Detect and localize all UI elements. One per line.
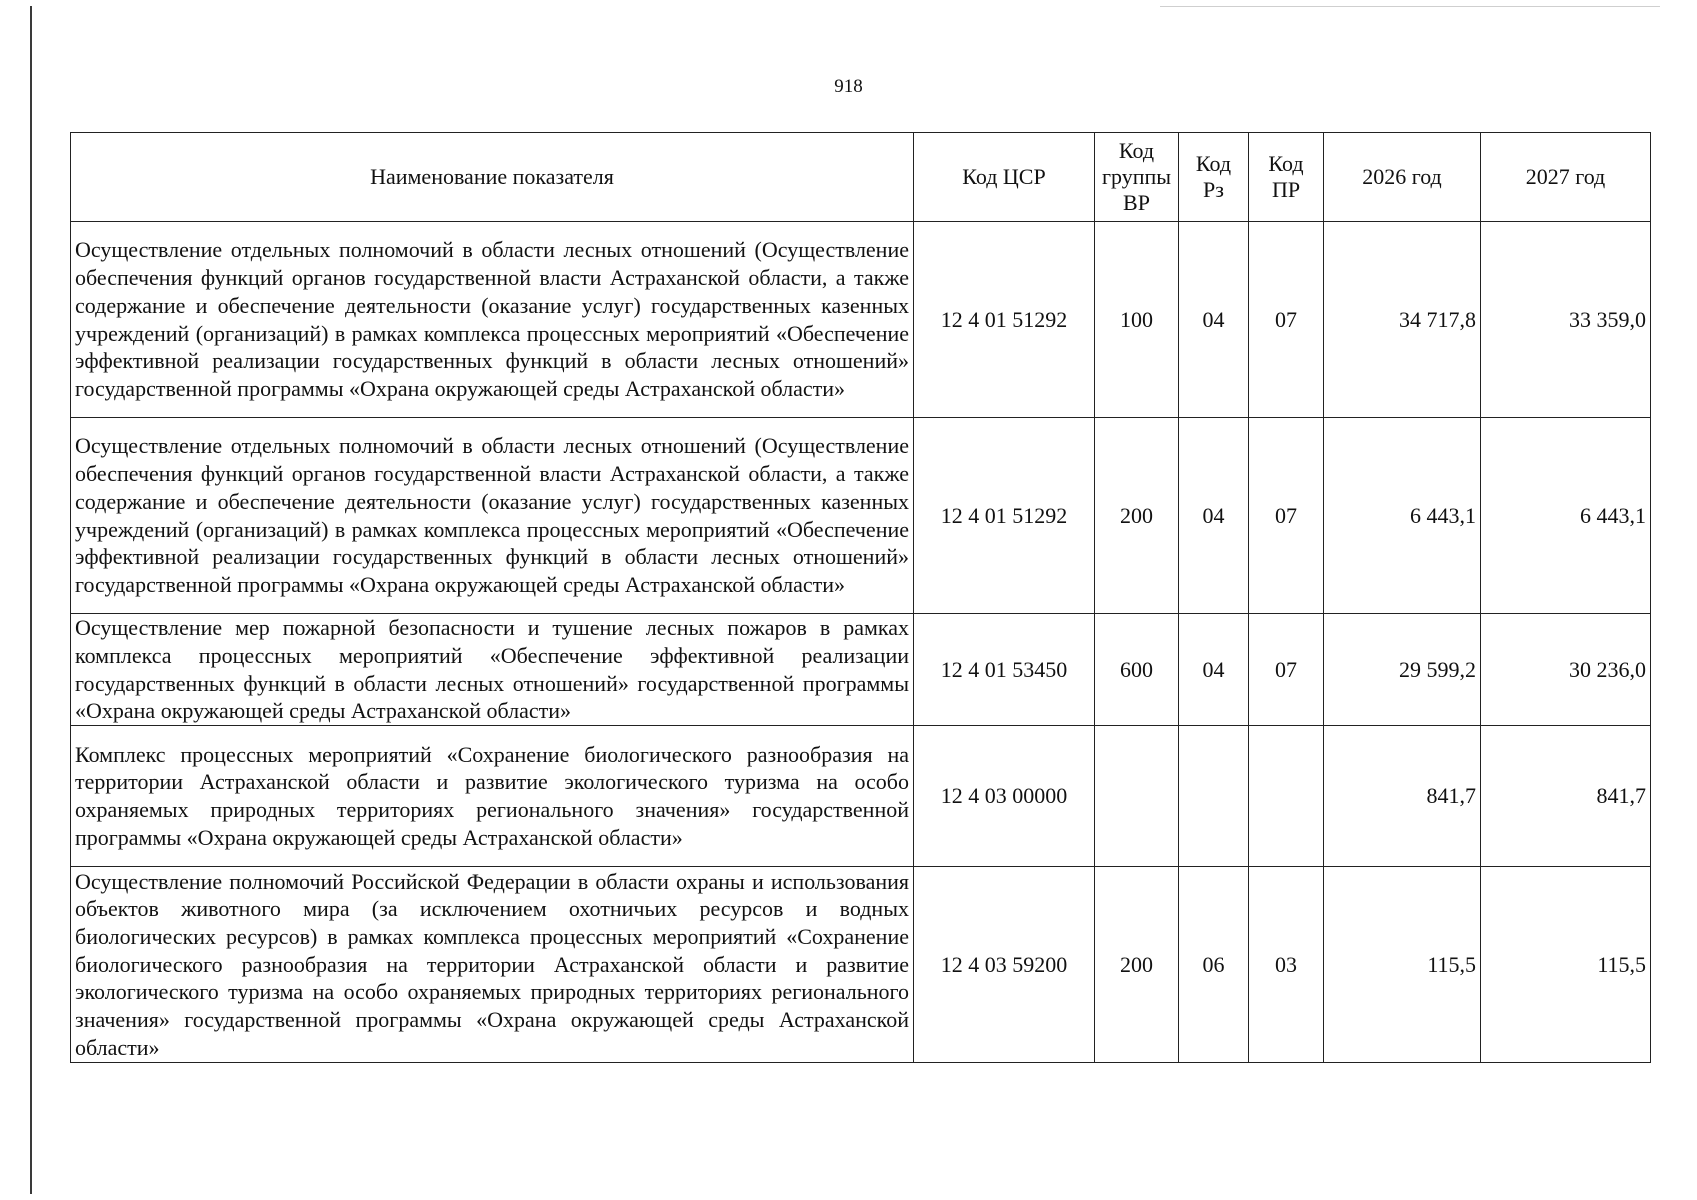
cell-vr — [1095, 726, 1179, 867]
cell-pr: 03 — [1249, 867, 1324, 1063]
cell-csr: 12 4 01 53450 — [914, 614, 1095, 726]
header-rz: Код Рз — [1179, 133, 1249, 222]
scan-left-edge-line — [30, 6, 32, 1194]
cell-csr: 12 4 03 59200 — [914, 867, 1095, 1063]
budget-table — [70, 132, 1651, 1063]
cell-csr: 12 4 01 51292 — [914, 222, 1095, 418]
table-row — [71, 726, 1651, 867]
cell-rz: 06 — [1179, 867, 1249, 1063]
cell-vr: 200 — [1095, 418, 1179, 614]
cell-vr: 100 — [1095, 222, 1179, 418]
header-vr: Код группы ВР — [1095, 133, 1179, 222]
cell-2027: 30 236,0 — [1481, 614, 1651, 726]
table-row — [71, 614, 1651, 726]
cell-2027: 33 359,0 — [1481, 222, 1651, 418]
cell-csr: 12 4 03 00000 — [914, 726, 1095, 867]
table-row — [71, 867, 1651, 1063]
cell-vr: 600 — [1095, 614, 1179, 726]
cell-2026: 115,5 — [1324, 867, 1481, 1063]
cell-2027: 841,7 — [1481, 726, 1651, 867]
cell-2026: 841,7 — [1324, 726, 1481, 867]
header-2026: 2026 год — [1324, 133, 1481, 222]
cell-rz — [1179, 726, 1249, 867]
cell-name: Осуществление полномочий Российской Федерации в области охраны и использования объектов животного мира (за исключением охотничьих ресурсов и водных биологических ресурсов) в рамках комплекса процессных мероприятий «Сохранение биологического разнообразия на территории Астраханской области и развитие экологического туризма на особо охраняемых природных территориях регионального значения» государственной программы «Охрана окружающей среды Астраханской области» — [71, 867, 914, 1063]
cell-2026: 6 443,1 — [1324, 418, 1481, 614]
cell-pr: 07 — [1249, 418, 1324, 614]
cell-name: Комплекс процессных мероприятий «Сохранение биологического разнообразия на территории Астраханской области и развитие экологического туризма на особо охраняемых природных территориях регионального значения» государственной программы «Охрана окружающей среды Астраханской области» — [71, 726, 914, 867]
cell-name: Осуществление отдельных полномочий в области лесных отношений (Осуществление обеспечения функций органов государственной власти Астраханской области, а также содержание и обеспечение деятельности (оказание услуг) государственных казенных учреждений (организаций) в рамках комплекса процессных мероприятий «Обеспечение эффективной реализации государственных функций в области лесных отношений» государственной программы «Охрана окружающей среды Астраханской области» — [71, 418, 914, 614]
cell-csr: 12 4 01 51292 — [914, 418, 1095, 614]
header-csr: Код ЦСР — [914, 133, 1095, 222]
header-name: Наименование показателя — [71, 133, 914, 222]
cell-rz: 04 — [1179, 614, 1249, 726]
cell-rz: 04 — [1179, 418, 1249, 614]
cell-rz: 04 — [1179, 222, 1249, 418]
header-2027: 2027 год — [1481, 133, 1651, 222]
table-header-row — [71, 133, 1651, 222]
cell-2027: 115,5 — [1481, 867, 1651, 1063]
cell-pr: 07 — [1249, 222, 1324, 418]
cell-vr: 200 — [1095, 867, 1179, 1063]
cell-name: Осуществление мер пожарной безопасности и тушение лесных пожаров в рамках комплекса процессных мероприятий «Обеспечение эффективной реализации государственных функций в области лесных отношений» государственной программы «Охрана окружающей среды Астраханской области» — [71, 614, 914, 726]
cell-name: Осуществление отдельных полномочий в области лесных отношений (Осуществление обеспечения функций органов государственной власти Астраханской области, а также содержание и обеспечение деятельности (оказание услуг) государственных казенных учреждений (организаций) в рамках комплекса процессных мероприятий «Обеспечение эффективной реализации государственных функций в области лесных отношений» государственной программы «Охрана окружающей среды Астраханской области» — [71, 222, 914, 418]
table-row — [71, 418, 1651, 614]
cell-pr — [1249, 726, 1324, 867]
cell-2026: 34 717,8 — [1324, 222, 1481, 418]
table-row — [71, 222, 1651, 418]
cell-2026: 29 599,2 — [1324, 614, 1481, 726]
cell-2027: 6 443,1 — [1481, 418, 1651, 614]
page-number: 918 — [834, 76, 863, 97]
header-pr: Код ПР — [1249, 133, 1324, 222]
cell-pr: 07 — [1249, 614, 1324, 726]
scan-top-smudge — [1160, 6, 1660, 7]
